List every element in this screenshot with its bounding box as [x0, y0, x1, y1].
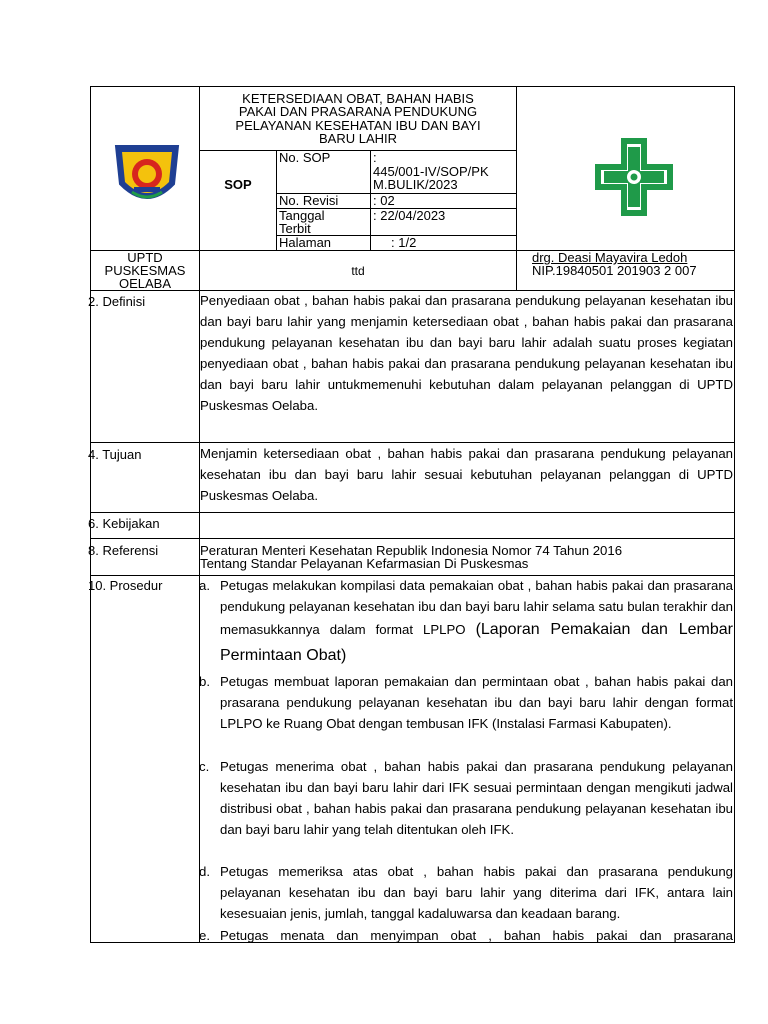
- puskesmas-logo: [110, 140, 184, 214]
- section-label-prosedur: 10. Prosedur: [88, 578, 163, 593]
- prosedur-item-b: Petugas membuat laporan pemakaian dan permintaan obat , bahan habis pakai dan prasarana pendukung pelayanan kesehatan ibu dan bayi baru lahir dengan format LPLPO ke Ruang Obat dengan tembusan IFK (Instalasi Farmasi Kabupaten).: [220, 674, 733, 731]
- green-cross-icon: [594, 137, 674, 217]
- tanggal-value: : 22/04/2023: [373, 208, 446, 223]
- signer-nip: NIP.19840501 201903 2 007: [532, 263, 697, 278]
- no-revisi-value: : 02: [373, 193, 395, 208]
- sop-title-line: PAKAI DAN PRASARANA PENDUKUNG: [238, 104, 478, 119]
- halaman-value: : 1/2: [391, 235, 417, 250]
- signer-name: drg. Deasi Mayavira Ledoh: [532, 250, 688, 265]
- prosedur-marker: a.: [199, 578, 210, 593]
- sop-title-line: BARU LAHIR: [318, 131, 398, 146]
- prosedur-item-a: [220, 575, 733, 669]
- prosedur-item-text: Petugas melakukan kompilasi data pemakaian obat , bahan habis pakai dan prasarana pendukung pelayanan kesehatan ibu dan bayi baru lahir selama satu bulan terakhir dan memasukkannya dalam format LPLPO: [220, 578, 733, 637]
- prosedur-marker: c.: [199, 759, 210, 774]
- org-name: UPTD: [127, 250, 163, 265]
- prosedur-item-e: Petugas menata dan menyimpan obat , bahan habis pakai dan prasarana: [220, 928, 733, 943]
- prosedur-item-d: Petugas memeriksa atas obat , bahan habis pakai dan prasarana pendukung pelayanan kesehatan ibu dan bayi baru lahir yang diterima dari IFK, antara lain kesesuaian jenis, jumlah, tanggal kadaluwarsa dan keadaan barang.: [220, 864, 733, 921]
- no-sop-value: M.BULIK/2023: [373, 177, 458, 192]
- no-sop-label: No. SOP: [279, 150, 331, 165]
- section-label-referensi: 8. Referensi: [88, 543, 159, 558]
- no-sop-value: 445/001-IV/SOP/PK: [373, 164, 489, 179]
- tanggal-label: Tanggal: [279, 208, 325, 223]
- prosedur-item-c: Petugas menerima obat , bahan habis pakai dan prasarana pendukung pelayanan kesehatan ibu dan bayi baru lahir dari IFK sesuai permintaan dengan mengikuti jadwal distribusi obat , bahan habis pakai dan prasarana pendukung pelayanan kesehatan ibu dan bayi baru lahir yang telah ditentukan oleh IFK.: [220, 759, 733, 837]
- section-label-kebijakan: 6. Kebijakan: [88, 516, 160, 531]
- sop-title-line: KETERSEDIAAN OBAT, BAHAN HABIS: [242, 91, 474, 106]
- tanggal-label: Terbit: [279, 221, 311, 236]
- prosedur-marker: b.: [199, 674, 210, 689]
- prosedur-marker: e.: [199, 928, 210, 943]
- definisi-text: Penyediaan obat , bahan habis pakai dan prasarana pendukung pelayanan kesehatan ibu dan bayi baru lahir yang menjamin ketersediaan obat , bahan habis pakai dan prasarana pendukung pelayanan kesehatan ibu dan bayi baru lahir adalah suatu proses kegiatan penyediaan obat , bahan habis pakai dan prasarana pendukung pelayanan kesehatan ibu dan bayi baru lahir untukmemenuhi kebutuhan dalam pelayanan pelanggan di UPTD Puskesmas Oelaba.: [200, 293, 733, 413]
- no-revisi-label: No. Revisi: [279, 193, 339, 208]
- referensi-line: Peraturan Menteri Kesehatan Republik Indonesia Nomor 74 Tahun 2016: [200, 543, 623, 558]
- halaman-label: Halaman: [279, 235, 332, 250]
- org-name: PUSKESMAS: [104, 263, 186, 278]
- org-name: OELABA: [118, 276, 172, 291]
- sop-title-line: PELAYANAN KESEHATAN IBU DAN BAYI: [235, 118, 481, 133]
- sop-label: SOP: [224, 177, 252, 192]
- prosedur-item-large: (Laporan Pemakaian dan Lembar Permintaan Obat): [220, 621, 733, 664]
- tujuan-text: Menjamin ketersediaan obat , bahan habis pakai dan prasarana pendukung pelayanan kesehatan ibu dan bayi baru lahir sesuai kebutuhan pelayanan pelanggan di UPTD Puskesmas Oelaba.: [200, 446, 733, 503]
- referensi-line: Tentang Standar Pelayanan Kefarmasian Di Puskesmas: [200, 556, 529, 571]
- prosedur-marker: d.: [199, 864, 210, 879]
- ttd-text: ttd: [351, 264, 365, 278]
- section-label-tujuan: 4. Tujuan: [88, 447, 142, 462]
- no-sop-colon: :: [373, 150, 377, 165]
- section-label-definisi: 2. Definisi: [88, 294, 146, 309]
